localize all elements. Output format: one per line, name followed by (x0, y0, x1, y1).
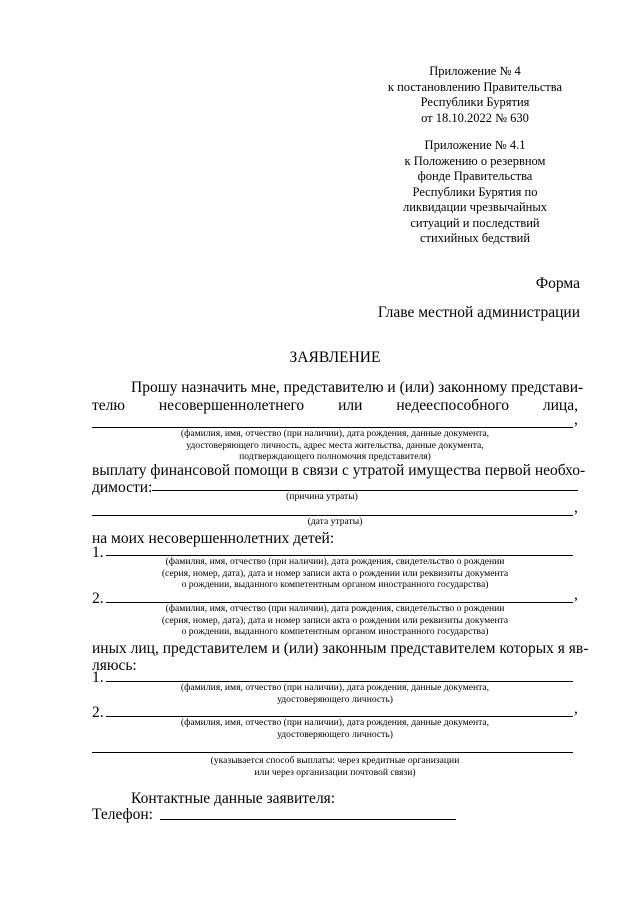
contacts-heading: Контактные данные заявителя: (131, 790, 336, 807)
caption-line: (фамилия, имя, отчество (при наличии), дата рождения, свидетельство о рождении (165, 603, 505, 614)
caption-line: или через организации почтовой связи) (254, 766, 416, 778)
caption-line: (фамилия, имя, отчество (при наличии), дата рождения, данные документа, (180, 428, 490, 439)
other-persons-line-1: иных лиц, представителем и (или) законным представителем которых я яв- (92, 640, 589, 657)
child-2-caption (92, 603, 578, 638)
comma: , (574, 499, 578, 516)
comma: , (574, 700, 578, 717)
annex-4-1-line: ликвидации чрезвычайных (402, 200, 548, 214)
applicant-info-caption (92, 428, 578, 463)
loss-date-caption: (дата утраты) (307, 516, 363, 527)
phone-field[interactable] (160, 819, 456, 820)
person-1-number: 1. (92, 669, 104, 686)
request-word: телю (92, 397, 125, 414)
caption-line: (серия, номер, дата), дата и номер записи акта о рождении или реквизиты документа (161, 614, 509, 626)
annex-4-1-line: к Положению о резервном (404, 153, 546, 168)
annex-4-1-line: ситуаций и последствий (410, 215, 540, 230)
child-2-number: 2. (92, 590, 104, 607)
caption-line: (фамилия, имя, отчество (при наличии), дата рождения, данные документа, (180, 682, 490, 693)
person-2-caption (92, 717, 578, 740)
annex-4-1-block (372, 138, 578, 247)
caption-line: удостоверяющего личность) (277, 693, 393, 705)
request-word: недееспособного (396, 397, 509, 414)
annex-4-block (372, 64, 578, 126)
request-line-2 (92, 397, 578, 415)
caption-line: подтверждающего полномочия представителя) (239, 451, 431, 462)
caption-line: о рождении, выданного компетентным органом иностранного государства) (181, 579, 489, 590)
payment-line-2: димости: (92, 479, 153, 496)
annex-4-1-line: фонде Правительства (417, 169, 533, 183)
payout-method-caption (92, 755, 578, 778)
comma: , (574, 411, 578, 428)
request-word: несовершеннолетнего (158, 397, 305, 414)
loss-reason-caption: (причина утраты) (286, 491, 358, 502)
request-word: лица, (542, 397, 578, 414)
annex-4-1-line: стихийных бедствий (419, 231, 531, 245)
annex-4-1-line: Республики Бурятия по (412, 184, 538, 199)
annex-4-line: от 18.10.2022 № 630 (421, 110, 529, 125)
request-line-1: Прошу назначить мне, представителю и (или) законному представи- (131, 379, 584, 396)
document-title: ЗАЯВЛЕНИЕ (289, 349, 381, 366)
caption-line: (указывается способ выплаты: через кредитные организации (210, 755, 460, 766)
payment-line-1: выплату финансовой помощи в связи с утратой имущества первой необхо- (92, 462, 586, 479)
annex-4-line: Республики Бурятия (420, 95, 530, 109)
form-label: Форма (535, 275, 580, 292)
addressee: Главе местной администрации (377, 304, 580, 321)
annex-4-line: к постановлению Правительства (387, 79, 563, 94)
caption-line: (фамилия, имя, отчество (при наличии), дата рождения, свидетельство о рождении (165, 556, 505, 567)
children-heading: на моих несовершеннолетних детей: (92, 530, 335, 547)
person-1-caption (92, 682, 578, 705)
other-persons-line-2: ляюсь: (92, 657, 137, 674)
comma: , (574, 586, 578, 603)
payout-method-field[interactable] (92, 752, 573, 753)
person-2-number: 2. (92, 704, 104, 721)
annex-4-1-line: Приложение № 4.1 (424, 138, 526, 152)
annex-4-line: Приложение № 4 (429, 64, 521, 78)
caption-line: (фамилия, имя, отчество (при наличии), дата рождения, данные документа, (180, 717, 490, 728)
caption-line: (серия, номер, дата), дата и номер записи акта о рождении или реквизиты документа (161, 567, 509, 579)
request-word: или (338, 397, 363, 414)
caption-line: о рождении, выданного компетентным органом иностранного государства) (181, 626, 489, 637)
caption-line: удостоверяющего личность) (277, 728, 393, 740)
phone-label: Телефон: (92, 806, 153, 823)
child-1-caption (92, 556, 578, 591)
child-1-number: 1. (92, 544, 104, 561)
caption-line: удостоверяющего личность, адрес места жительства, данные документа, (186, 439, 484, 451)
